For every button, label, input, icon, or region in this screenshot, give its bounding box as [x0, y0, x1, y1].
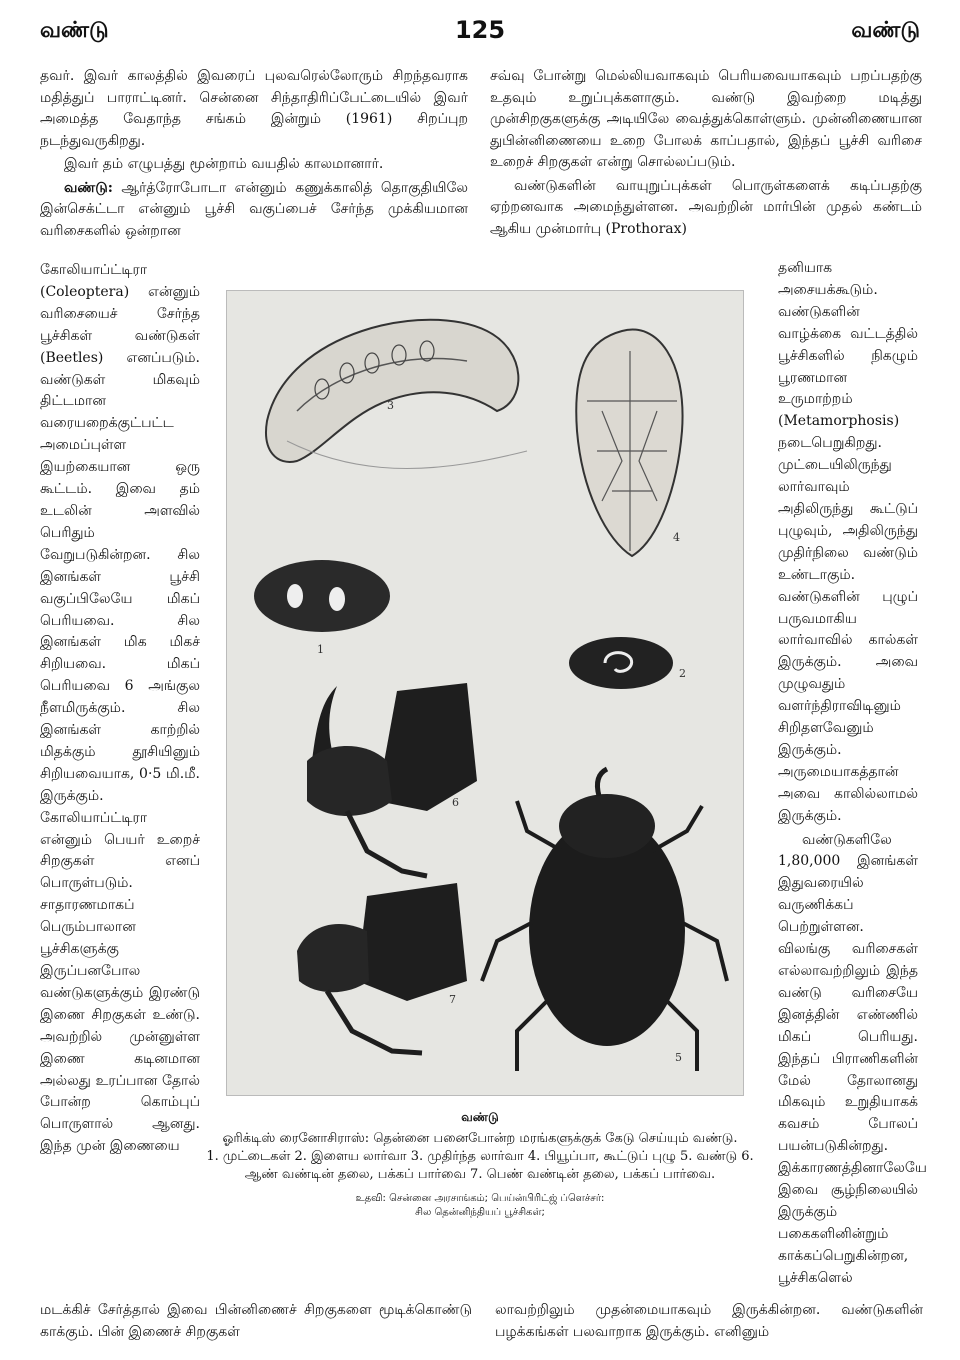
figure-caption	[200, 1108, 760, 1220]
caption-credit-2: சில தென்னிந்தியப் பூச்சிகள்;	[415, 1207, 545, 1218]
beetle-illustration	[227, 291, 743, 1095]
male-head-drawing	[307, 683, 477, 876]
right-narrow-column	[778, 258, 927, 1292]
pupa-drawing	[576, 329, 682, 556]
larva-drawing	[266, 320, 527, 469]
figure-label-7: 7	[449, 993, 456, 1006]
top-right-column	[490, 66, 922, 242]
left-narrow-column: கோலியாப்ட்டிரா (Coleoptera) என்னும் வரிசையைச் சேர்ந்த பூச்சிகள் வண்டுகள் (Beetles) எனப்படும். வண்டுகள் மிகவும் திட்டமான வரையறைக்குட்பட்ட அமைப்புள்ள இயற்கையான ஒரு கூட்டம். இவை தம் உடலின் அளவில் பெரிதும் வேறுபடுகின்றன. சில இனங்கள் பூச்சி வகுப்பிலேயே மிகப் பெரியவை. சில இனங்கள் மிக மிகச் சிறியவை. மிகப் பெரியவை 6 அங்குல நீளமிருக்கும். சில இனங்கள் காற்றில் மிதக்கும் தூசியினும் சிறியவையாக, 0·5 மி.மீ. இருக்கும். கோலியாப்ட்டிரா என்னும் பெயர் உறைச் சிறகுகள் எனப் பொருள்படும். சாதாரணமாகப் பெரும்பாலான பூச்சிகளுக்கு இருப்பனபோல வண்டுகளுக்கும் இரண்டு இணை சிறகுகள் உண்டு. அவற்றில் முன்னுள்ள இணை கடினமான அல்லது உரப்பான தோல் போன்ற கொம்புப் பொருளால் ஆனது. இந்த முன் இணையை	[40, 262, 200, 1155]
paragraph-entry-intro	[40, 178, 468, 243]
figure-label-6: 6	[452, 796, 459, 809]
entry-headword: வண்டு:	[64, 179, 113, 196]
paragraph-wings: சவ்வு போன்று மெல்லியவாகவும் பெரியவையாகவும் பறப்பதற்கு உதவும் உறுப்புக்களாகும். வண்டு இவற்றை மடித்து முன்சிறகுகளுக்கு அடியிலே வைத்துக்கொள்ளும். முன்னிணையான துபின்னிணையை உறை போலக் காப்பதால், இந்தப் பூச்சி வரிசை உறைச் சிறகுகள் என்று சொல்லப்படும்.	[490, 68, 922, 170]
eggs-drawing	[254, 560, 390, 632]
caption-title: வண்டு	[461, 1110, 499, 1124]
running-head-right: வண்டு	[851, 18, 920, 43]
female-head-drawing	[297, 883, 467, 1053]
entry-intro-text: ஆர்த்ரோபோடா என்னும் கணுக்காலித் தொகுதியிலே இன்செக்ட்டா என்னும் பூச்சி வகுப்பைச் சேர்ந்த முக்கியமான வரிசைகளில் ஒன்றான	[40, 179, 468, 239]
paragraph-species-count: வண்டுகளிலே 1,80,000 இனங்கள் இதுவரையில் வருணிக்கப் பெற்றுள்ளன. விலங்கு வரிசைகள் எல்லாவற்றிலும் இந்த வண்டு வரிசையே இனத்தின் எண்ணில் மிகப் பெரியது. இந்தப் பிராணிகளின் மேல் தோலானது மிகவும் உறுதியாகக் கவசம் போலப் பயன்படுகின்றது. இக்காரணத்தினாலேயே இவை சூழ்நிலையில் இருக்கும் பகைகளினின்றும் காக்கப்பெறுகின்றன, பூச்சிகளெல்	[778, 831, 927, 1286]
bottom-right-text: லாவற்றிலும் முதன்மையாகவும் இருக்கின்றன. வண்டுகளின் பழக்கங்கள் பலவாறாக இருக்கும். எனினும்	[495, 1302, 923, 1340]
figure-label-1: 1	[317, 643, 324, 656]
young-larva-drawing	[569, 637, 673, 689]
figure-label-4: 4	[673, 531, 680, 544]
page-number: 125	[454, 16, 506, 44]
bottom-left-text: மடக்கிச் சேர்த்தால் இவை பின்னிணைச் சிறகுகளை மூடிக்கொண்டு காக்கும். பின் இணைச் சிறகுகள்	[40, 1302, 472, 1340]
caption-line-species: ஓரிக்டிஸ் ரைனோசிராஸ்: தென்னை பனைபோன்ற மரங்களுக்குக் கேடு செய்யும் வண்டு.	[222, 1131, 738, 1146]
adult-beetle-drawing	[482, 769, 727, 1071]
paragraph-continuation: தவர். இவர் காலத்தில் இவரைப் புலவரெல்லோரும் சிறந்தவராக மதித்துப் பாராட்டினர். சென்னை சிந்தாதிரிப்பேட்டையில் இவர் அமைத்த வேதாந்த சங்கம் இன்றும் (1961) சிறப்புற நடந்துவருகிறது.	[40, 68, 468, 149]
running-head-left: வண்டு	[40, 18, 109, 43]
paragraph-mouthparts: வண்டுகளின் வாயுறுப்புக்கள் பொருள்களைக் கடிப்பதற்கு ஏற்றனவாக அமைந்துள்ளன. அவற்றின் மார்பின் முதல் கண்டம் ஆகிய முன்மார்பு (Prothorax)	[490, 177, 922, 237]
caption-line-key: 1. முட்டைகள் 2. இளைய லார்வா 3. முதிர்ந்த லார்வா 4. பியூப்பா, கூட்டுப் புழு 5. வண்டு 6. ஆண் வண்டின் தலை, பக்கப் பார்வை 7. பெண் வண்டின் தலை, பக்கப் பார்வை.	[206, 1149, 754, 1182]
paragraph-metamorphosis: தனியாக அசையக்கூடும். வண்டுகளின் வாழ்க்கை வட்டத்தில் பூச்சிகளில் நிகழும் பூரணமான உருமாற்றம் (Metamorphosis) நடைபெறுகிறது. முட்டையிலிருந்து லார்வாவும் அதிலிருந்து கூட்டுப் புழுவும், அதிலிருந்து முதிர்நிலை வண்டும் உண்டாகும். வண்டுகளின் புழுப் பருவமாகிய லார்வாவில் கால்கள் இருக்கும். அவை முழுவதும் வளர்ந்திராவிடினும் சிறிதளவேனும் இருக்கும். அருமையாகத்தான் அவை காலில்லாமல் இருக்கும்.	[778, 260, 918, 824]
figure-label-2: 2	[679, 667, 686, 680]
paragraph-death: இவர் தம் எழுபத்து மூன்றாம் வயதில் காலமானார்.	[64, 156, 384, 172]
figure-label-3: 3	[387, 399, 394, 412]
caption-credit-1: உதவி: சென்னை அரசாங்கம்; பெய்ன்பிரிட்ஜ் ப்ளெச்சர்:	[355, 1193, 605, 1204]
top-left-column	[40, 66, 468, 244]
beetle-illustration-plate	[226, 290, 744, 1096]
figure-label-5: 5	[675, 1051, 682, 1064]
